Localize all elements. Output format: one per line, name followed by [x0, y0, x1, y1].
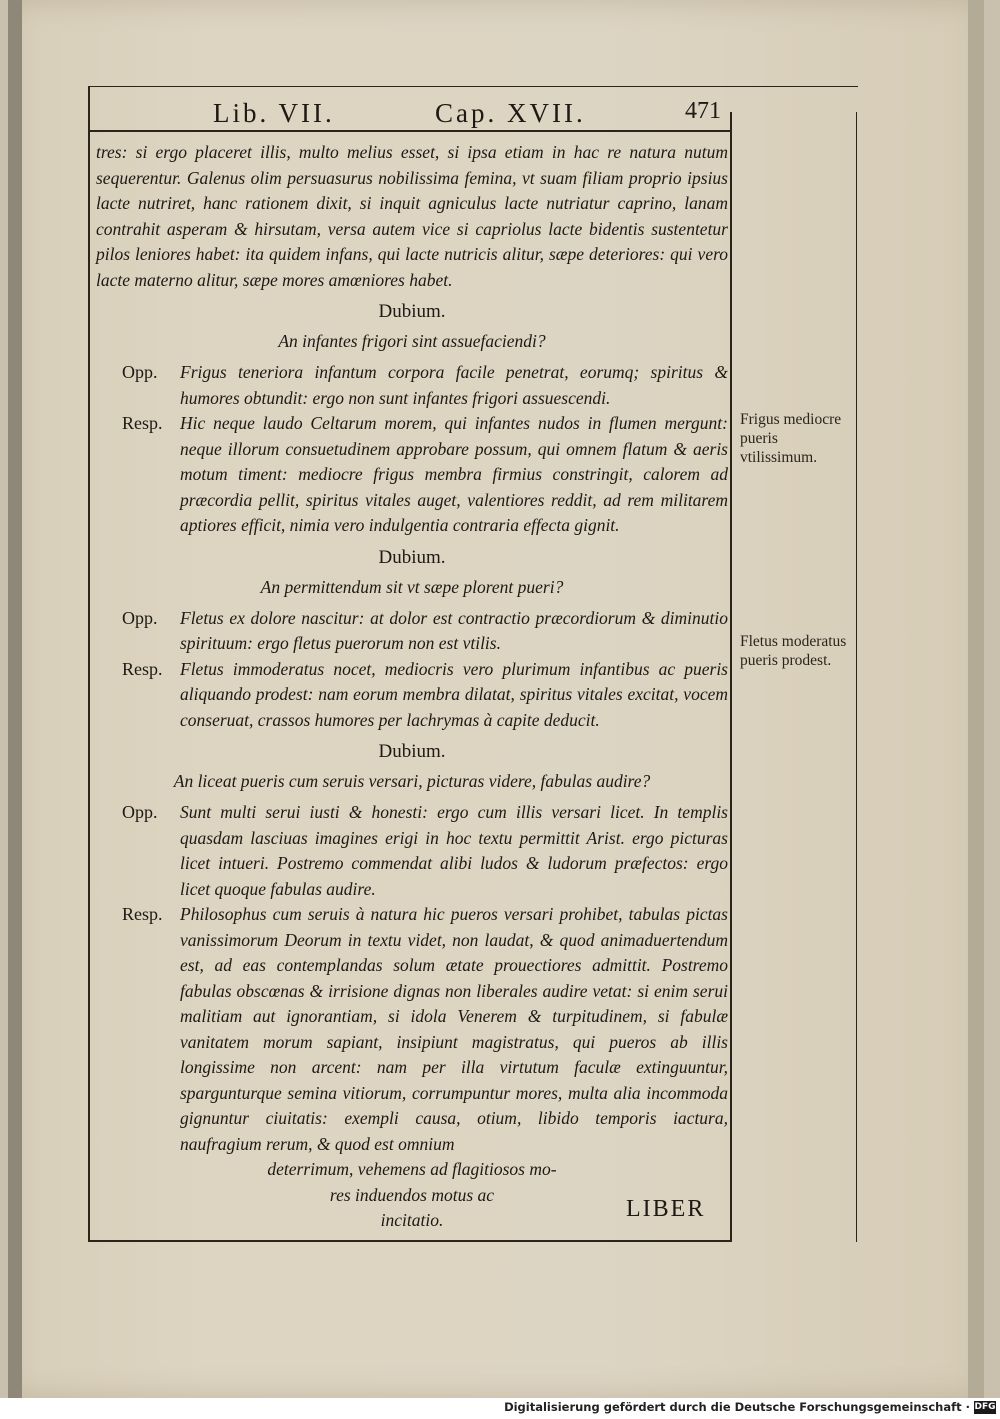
running-head [95, 98, 725, 130]
response [96, 902, 728, 1157]
main-text [96, 140, 728, 1234]
objection-text: Frigus teneriora infantum corpora facile penetrat, eorumq; spiritus & humores obtundit: ergo non sunt infantes frigori assuescendi. [180, 362, 728, 408]
dubium-heading: Dubium. [378, 301, 446, 322]
dubium-question: An infantes frigori sint assuefaciendi? [278, 331, 546, 351]
intro-paragraph: tres: si ergo placeret illis, multo melius esset, si ipsa etiam in hac re natura nutum sequerentur. Galenus olim persuasurus nobilissima femina, vt suam filiam proprio ipsius lacte nutriret, hanc rationem dixit, si inquit agniculus lacte nutriatur caprino, lanam contrahit asperam & hirsutam, versa autem vice si capriolus lacte bidentis sustentetur pilos leniores habet: ita quidem infans, qui lacte nutricis alitur, sæpe deteriores: qui vero lacte materno alitur, sæpe mores amœniores habet. [96, 142, 728, 290]
response-text: Philosophus cum seruis à natura hic pueros versari prohibet, tabulas pictas vanissimorum Deorum in textu videt, non laudat, & quod animaduertendum est, ad eas contemplandas solum ætate prouectiores admittit. Postremo fabulas obscœnas & irrisione dignas non liberales audire vetat: si enim serui malitiam aut ignorantiam, si idola Venerem & turpitudinem, si fabulæ vanitatem morum sapiant, insipiunt magistratus, qui pueros ab illis longissime non arcent: nam per illa virtutum faculæ extinguuntur, spargunturque semina vitiorum, corrumpuntur mores, multa alia incommoda gignuntur ciuitatis: exempli causa, otium, libido temporis iactura, naufragium rerum, & quod est omnium [180, 904, 728, 1154]
tapered-line: res induendos motus ac [329, 1184, 495, 1205]
dubium-question: An permittendum sit vt sæpe plorent pueri? [260, 576, 564, 597]
dubium-heading: Dubium. [378, 741, 446, 762]
response [96, 411, 728, 539]
response-label: Resp. [122, 904, 163, 924]
response-text: Fletus immoderatus nocet, mediocris vero plurimum infantibus ac pueris aliquando prodest: nam eorum membra dilatat, spiritus vitales excitat, vocem conseruat, crassos humores per lachrymas à capite deducit. [180, 658, 728, 730]
page-number: 471 [685, 98, 721, 124]
footer-bar [0, 1398, 1000, 1419]
footer-credit: Digitalisierung gefördert durch die Deutsche Forschungsgemeinschaft · [504, 1400, 970, 1414]
frame-rule-bottom [88, 1240, 732, 1242]
response-text: Hic neque laudo Celtarum morem, qui infantes nudos in flumen mergunt: neque illorum consuetudinem approbare possum, qui omnem flatum & aeris motum timent: mediocre frigus membra firmius constringit, calorem ad præcordia pellit, spiritus vitales auget, valentiores reddit, ad rem militarem aptiores efficit, nimia vero indulgentia contraria effecta gignit. [180, 413, 728, 535]
response-label: Resp. [122, 413, 163, 433]
chapter-number: Cap. XVII. [435, 98, 586, 128]
objection-label: Opp. [122, 607, 158, 628]
book-number: Lib. VII. [213, 98, 335, 128]
frame-rule-header [90, 130, 730, 132]
objection-label: Opp. [122, 802, 158, 822]
frame-rule-margin [730, 112, 732, 1242]
response [96, 657, 728, 734]
page-gutter-edge [8, 0, 22, 1398]
marginal-note: Fletus moderatus pueris prodest. [740, 633, 847, 669]
frame-rule-top [90, 86, 858, 87]
response-label: Resp. [122, 658, 163, 679]
objection [96, 360, 728, 411]
objection-text: Sunt multi serui iusti & honesti: ergo cum illis versari licet. In templis quasdam lasciuas imagines erigi in hoc textu permittit Arist. ergo picturas licet intueri. Postremo commendat alibi ludos & ludorum præfectos: ergo licet quoque fabulas audire. [180, 802, 728, 899]
catchword: LIBER [626, 1196, 706, 1222]
tapered-line: deterrimum, vehemens ad flagitiosos mo- [267, 1159, 557, 1179]
marginal-note: Frigus mediocre pueris vtilissimum. [740, 411, 842, 466]
dubium-question: An liceat pueris cum seruis versari, picturas videre, fabulas audire? [173, 771, 651, 791]
objection-text: Fletus ex dolore nascitur: at dolor est contractio præcordiorum & diminutio spirituum: ergo fletus puerorum non est vtilis. [180, 607, 728, 653]
objection-label: Opp. [122, 362, 158, 382]
tapered-line: incitatio. [380, 1210, 444, 1230]
dfg-logo: DFG [974, 1402, 996, 1412]
dubium-heading: Dubium. [378, 546, 446, 568]
frame-rule-right [856, 112, 857, 1242]
frame-rule-left [88, 86, 90, 1240]
objection [96, 606, 728, 657]
objection [96, 800, 728, 902]
page-outer-edge [968, 0, 984, 1398]
